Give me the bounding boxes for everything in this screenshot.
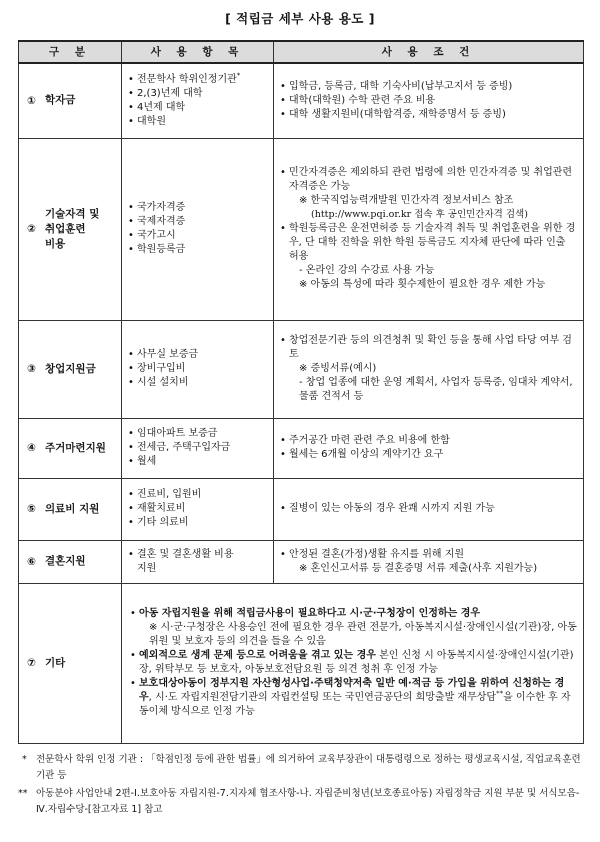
category-cell: [19, 478, 122, 540]
list-item: • 국가고시: [128, 229, 269, 243]
list-item: • 국가자격증: [128, 201, 269, 215]
row-number: ②: [27, 223, 36, 235]
list-item: • 학원등록금은 운전면허증 등 기술자격 취득 및 취업훈련을 위한 경우, 단 대학 진학을 위한 학원 등록금도 지자체 판단에 따라 인출 허용 - 온라인 강의 수강료 사용 가능 ※ 아동의 특성에 따라 횟수제한이 필요한 경우 제한 가능: [280, 222, 577, 292]
list-item: • 대학(대학원) 수학 관련 주요 비용: [280, 94, 577, 108]
table-row: [19, 63, 584, 138]
list-item: • 기타 의료비: [128, 516, 269, 530]
page-title: [ 적립금 세부 사용 용도 ]: [225, 11, 375, 26]
footnotes: [18, 752, 583, 818]
row-number: ③: [27, 363, 36, 375]
category-label: 의료비 지원: [45, 502, 100, 515]
category-label: 창업지원금: [45, 362, 96, 375]
list-item: • 예외적으로 생계 문제 등으로 어려움을 겪고 있는 경우 본인 신청 시 아동복지시설·장애인시설(기관)장, 위탁부모 등 보호자, 아동보호전담요원 등 의견 청취 후 인정 가능: [130, 649, 577, 677]
table-header-row: [19, 41, 584, 63]
conditions-cell: [274, 540, 584, 583]
category-cell: [19, 540, 122, 583]
list-item: • 전문학사 학위인정기관*: [128, 73, 269, 87]
items-cell: [122, 63, 274, 138]
list-item: • 진료비, 입원비: [128, 488, 269, 502]
category-label: 기술자격 및 취업훈련 비용: [45, 207, 100, 250]
list-item: • 민간자격증은 제외하되 관련 법령에 의한 민간자격증 및 취업관련 자격증은 가능 ※ 한국직업능력개발원 민간자격 정보서비스 참조 (http://www.pqi.or.kr 접속 후 공인민간자격 검색): [280, 166, 577, 222]
list-item: • 질병이 있는 아동의 경우 완쾌 시까지 지원 가능: [280, 502, 577, 516]
list-item: • 전세금, 주택구입자금: [128, 441, 269, 455]
row-number: ⑦: [27, 657, 36, 669]
category-label: 기타: [45, 656, 66, 669]
row-number: ①: [27, 94, 36, 107]
list-item: • 주거공간 마련 관련 주요 비용에 한함: [280, 434, 577, 448]
table-row: [19, 320, 584, 418]
list-item: • 대학 생활지원비(대학합격증, 재학증명서 등 증빙): [280, 108, 577, 122]
list-item: • 임대아파트 보증금: [128, 427, 269, 441]
footnote-mark: **: [18, 788, 28, 799]
usage-table: [18, 40, 584, 744]
header-items: 사 용 항 목: [122, 41, 274, 63]
list-item: • 보호대상아동이 정부지원 자산형성사업·주택청약저축 일반 예·적금 등 가입을 위하여 신청하는 경우, 시·도 자립지원전담기관의 자립컨설팅 또는 국민연금공단의 희망출발 재무상담**을 이수한 후 자동이체 방식으로 인정 가능: [130, 677, 577, 719]
list-item: • 장비구입비: [128, 362, 269, 376]
table-row: [19, 418, 584, 478]
list-item: • 사무실 보증금: [128, 348, 269, 362]
list-item: • 창업전문기관 등의 의견청취 및 확인 등을 통해 사업 타당 여부 검토 ※ 증빙서류(예시) - 창업 업종에 대한 운영 계획서, 사업자 등록증, 임대차 계약서, 물품 견적서 등: [280, 334, 577, 404]
category-label: 학자금: [45, 94, 76, 107]
header-category: 구 분: [19, 41, 122, 63]
row-number: ⑥: [27, 555, 36, 568]
footnote-text: 아동분야 사업안내 2편-Ⅰ.보호아동 자립지원-7.지자체 협조사항-나. 자립준비청년(보호종료아동) 자립정착금 지원 부분 및 서식모음-Ⅳ.자립수당-[참고자료 1] 참고: [36, 788, 580, 815]
list-item: • 결혼 및 결혼생활 비용 지원: [128, 548, 269, 576]
conditions-cell: [274, 138, 584, 320]
footnote-mark: *: [22, 754, 27, 765]
conditions-cell: [274, 418, 584, 478]
conditions-cell: [274, 478, 584, 540]
category-label: 결혼지원: [45, 555, 86, 567]
list-item: • 시설 설치비: [128, 376, 269, 390]
table-row: [19, 478, 584, 540]
items-cell: [122, 540, 274, 583]
items-cell: [122, 138, 274, 320]
table-row: [19, 583, 584, 743]
list-item: • 재활치료비: [128, 502, 269, 516]
conditions-cell: [274, 63, 584, 138]
list-item: • 아동 자립지원을 위해 적립금사용이 필요하다고 시·군·구청장이 인정하는 경우 ※ 시·군·구청장은 사용승인 전에 필요한 경우 관련 전문가, 아동복지시설·장애인시설(기관)장, 아동위원 및 보호자 등의 의견을 들을 수 있음: [130, 607, 577, 649]
items-cell: [122, 320, 274, 418]
items-cell: [122, 478, 274, 540]
category-cell: [19, 418, 122, 478]
list-item: • 학원등록금: [128, 243, 269, 257]
footnote: [18, 752, 583, 784]
row-number: ⑤: [27, 503, 36, 515]
items-cell: [122, 418, 274, 478]
category-cell: [19, 138, 122, 320]
footnote-text: 전문학사 학위 인정 기관 : 「학점인정 등에 관한 법률」에 의거하여 교육부장관이 대통령령으로 정하는 평생교육시설, 직업교육훈련기관 등: [36, 754, 581, 781]
list-item: • 2,(3)년제 대학: [128, 87, 269, 101]
list-item: • 국제자격증: [128, 215, 269, 229]
table-row: [19, 540, 584, 583]
row-number: ④: [27, 442, 36, 454]
category-cell: [19, 63, 122, 138]
table-row: [19, 138, 584, 320]
list-item: • 월세: [128, 455, 269, 469]
category-cell: [19, 320, 122, 418]
list-item: • 월세는 6개월 이상의 계약기간 요구: [280, 448, 577, 462]
conditions-cell: [274, 320, 584, 418]
list-item: • 입학금, 등록금, 대학 기숙사비(납부고지서 등 증빙): [280, 80, 577, 94]
list-item: • 안정된 결혼(가정)생활 유지를 위해 지원 ※ 혼인신고서류 등 결혼증명 서류 제출(사후 지원가능): [280, 548, 577, 576]
list-item: • 4년제 대학: [128, 101, 269, 115]
header-conditions: 사 용 조 건: [274, 41, 584, 63]
other-conditions-cell: [122, 583, 584, 743]
category-cell: [19, 583, 122, 743]
footnote: [18, 786, 583, 818]
list-item: • 대학원: [128, 115, 269, 129]
category-label: 주거마련지원: [45, 441, 106, 454]
